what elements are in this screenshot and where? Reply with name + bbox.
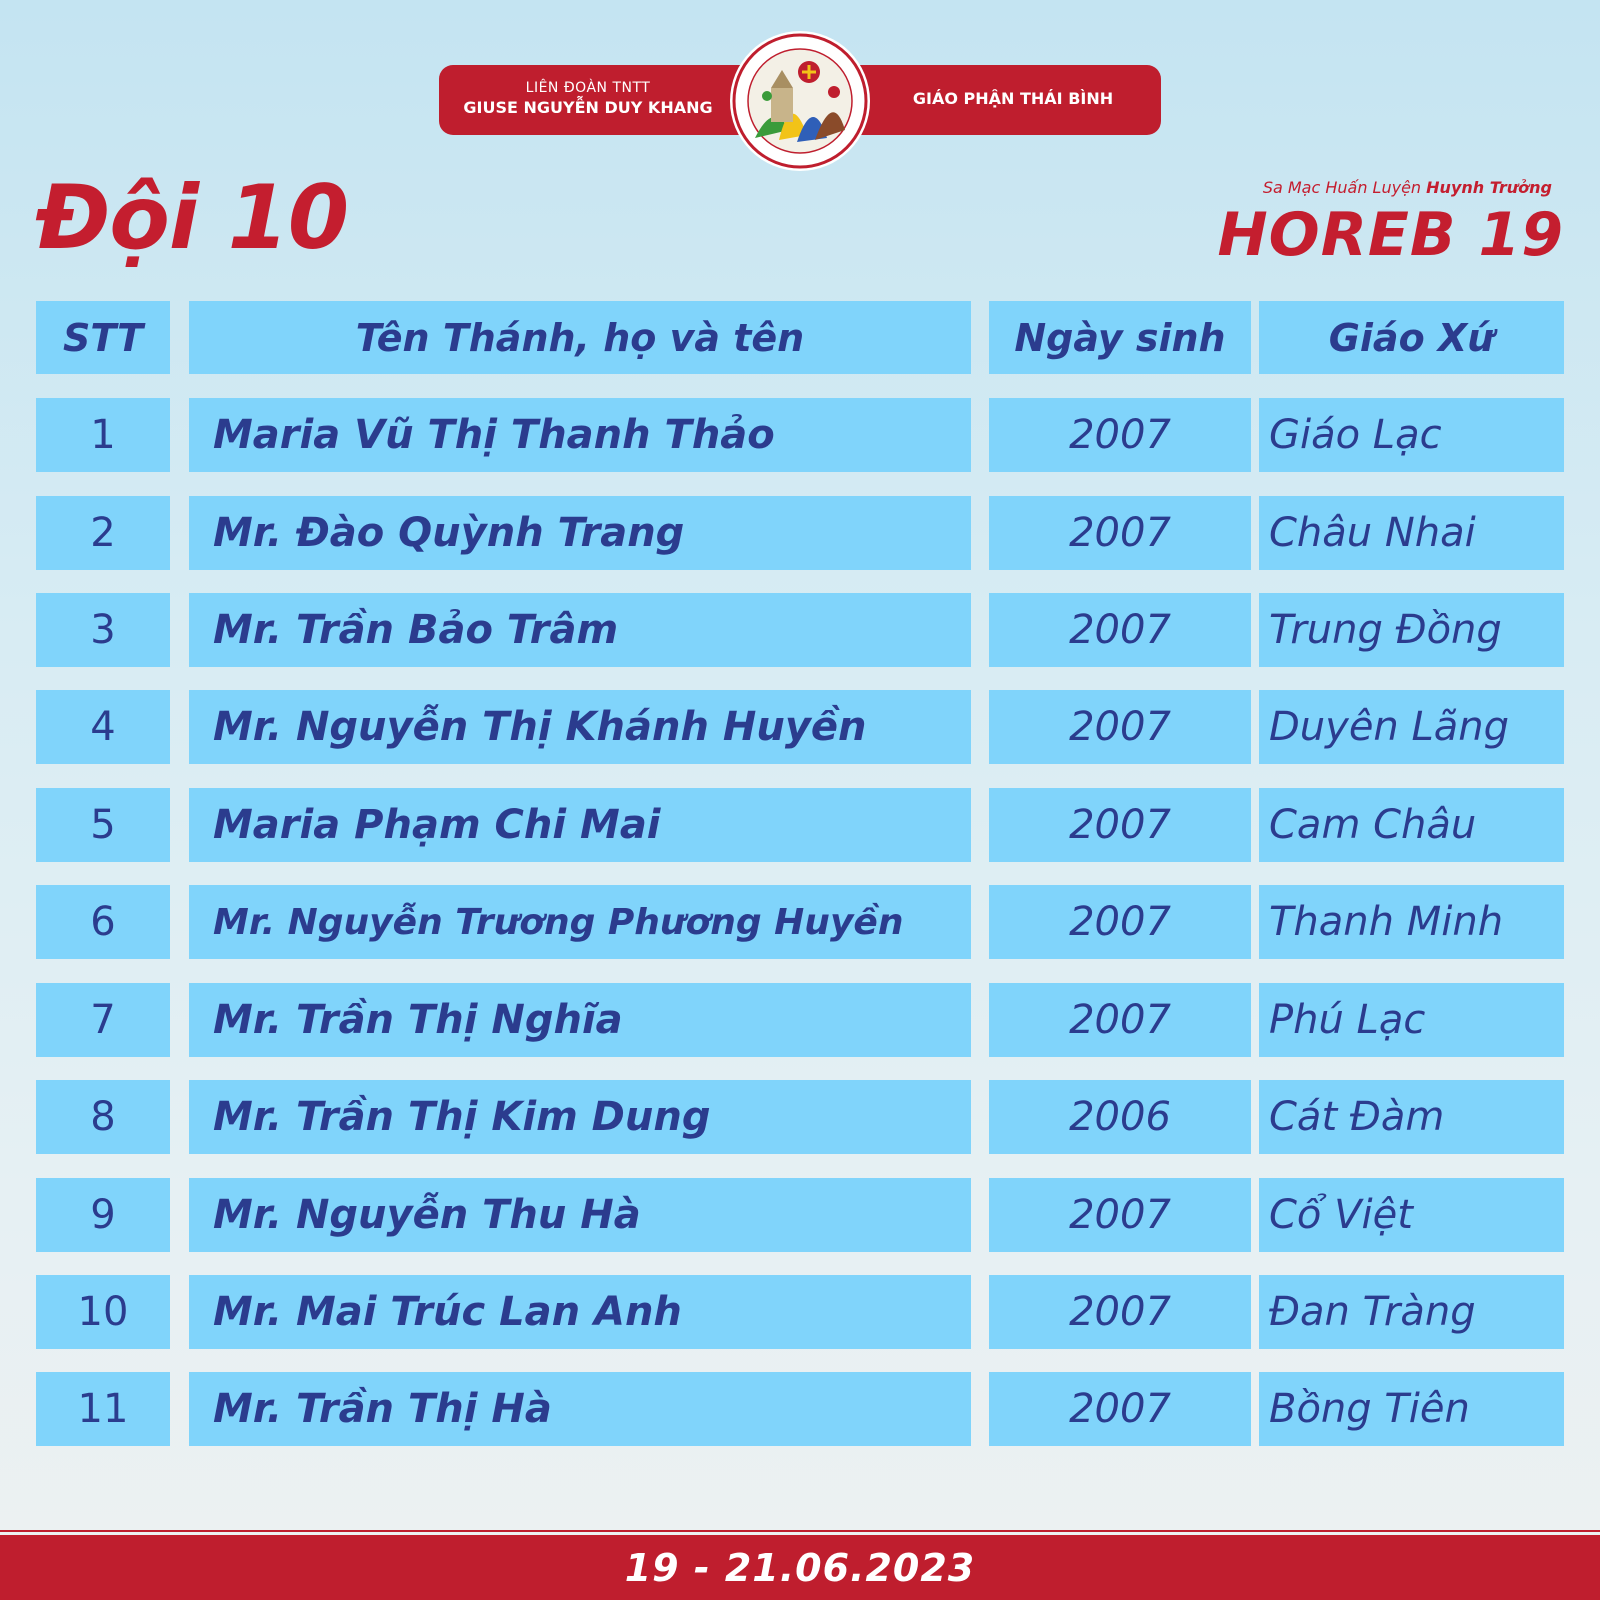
header-stt: STT [36, 301, 170, 374]
cell-name: Mr. Trần Bảo Trâm [189, 593, 971, 667]
cell-name: Mr. Đào Quỳnh Trang [189, 496, 971, 570]
federation-line2: GIUSE NGUYỄN DUY KHANG [463, 98, 713, 117]
cell-birth-year: 2007 [989, 1275, 1251, 1349]
camp-subtitle-prefix: Sa Mạc Huấn Luyện [1262, 178, 1422, 197]
camp-subtitle [1263, 178, 1552, 197]
cell-name: Maria Vũ Thị Thanh Thảo [189, 398, 971, 472]
cell-birth-year: 2007 [989, 1178, 1251, 1252]
cell-stt: 1 [36, 398, 170, 472]
cell-stt: 7 [36, 983, 170, 1057]
cell-birth-year: 2007 [989, 1372, 1251, 1446]
cell-parish: Phú Lạc [1259, 983, 1564, 1057]
cell-stt: 2 [36, 496, 170, 570]
footer-bar [0, 1535, 1600, 1600]
cell-name: Mr. Trần Thị Kim Dung [189, 1080, 971, 1154]
team-title: Đội 10 [36, 166, 349, 269]
cell-name: Mr. Nguyễn Thị Khánh Huyền [189, 690, 971, 764]
cell-stt: 8 [36, 1080, 170, 1154]
federation-line1: LIÊN ĐOÀN TNTT [525, 80, 651, 96]
header-name: Tên Thánh, họ và tên [189, 301, 971, 374]
cell-birth-year: 2007 [989, 885, 1251, 959]
cell-parish: Đan Tràng [1259, 1275, 1564, 1349]
cell-name: Mr. Trần Thị Hà [189, 1372, 971, 1446]
cell-parish: Cổ Việt [1259, 1178, 1564, 1252]
federation-logo [729, 30, 871, 172]
cell-parish: Trung Đồng [1259, 593, 1564, 667]
cell-birth-year: 2007 [989, 496, 1251, 570]
cell-name: Maria Phạm Chi Mai [189, 788, 971, 862]
diocese-name: GIÁO PHẬN THÁI BÌNH [912, 89, 1114, 108]
cell-parish: Châu Nhai [1259, 496, 1564, 570]
cell-stt: 3 [36, 593, 170, 667]
cell-birth-year: 2007 [989, 788, 1251, 862]
header-birth-year: Ngày sinh [989, 301, 1251, 374]
cell-birth-year: 2007 [989, 983, 1251, 1057]
cell-parish: Giáo Lạc [1259, 398, 1564, 472]
cell-parish: Cam Châu [1259, 788, 1564, 862]
cell-stt: 4 [36, 690, 170, 764]
cell-parish: Thanh Minh [1259, 885, 1564, 959]
cell-birth-year: 2007 [989, 690, 1251, 764]
cell-stt: 10 [36, 1275, 170, 1349]
cell-name: Mr. Trần Thị Nghĩa [189, 983, 971, 1057]
cell-birth-year: 2007 [989, 398, 1251, 472]
cell-stt: 6 [36, 885, 170, 959]
event-dates: 19 - 21.06.2023 [624, 1545, 976, 1590]
footer-divider [0, 1530, 1600, 1532]
cell-name: Mr. Mai Trúc Lan Anh [189, 1275, 971, 1349]
cell-parish: Cát Đàm [1259, 1080, 1564, 1154]
cell-stt: 5 [36, 788, 170, 862]
cell-stt: 9 [36, 1178, 170, 1252]
header-parish: Giáo Xứ [1259, 301, 1564, 374]
cell-name: Mr. Nguyễn Thu Hà [189, 1178, 971, 1252]
cell-parish: Bồng Tiên [1259, 1372, 1564, 1446]
cell-parish: Duyên Lãng [1259, 690, 1564, 764]
cell-stt: 11 [36, 1372, 170, 1446]
cell-birth-year: 2007 [989, 593, 1251, 667]
camp-title: HOREB 19 [1217, 200, 1564, 270]
cell-birth-year: 2006 [989, 1080, 1251, 1154]
camp-subtitle-bold: Huynh Trưởng [1426, 178, 1552, 197]
cell-name: Mr. Nguyễn Trương Phương Huyền [189, 885, 971, 959]
federation-name [439, 79, 737, 119]
